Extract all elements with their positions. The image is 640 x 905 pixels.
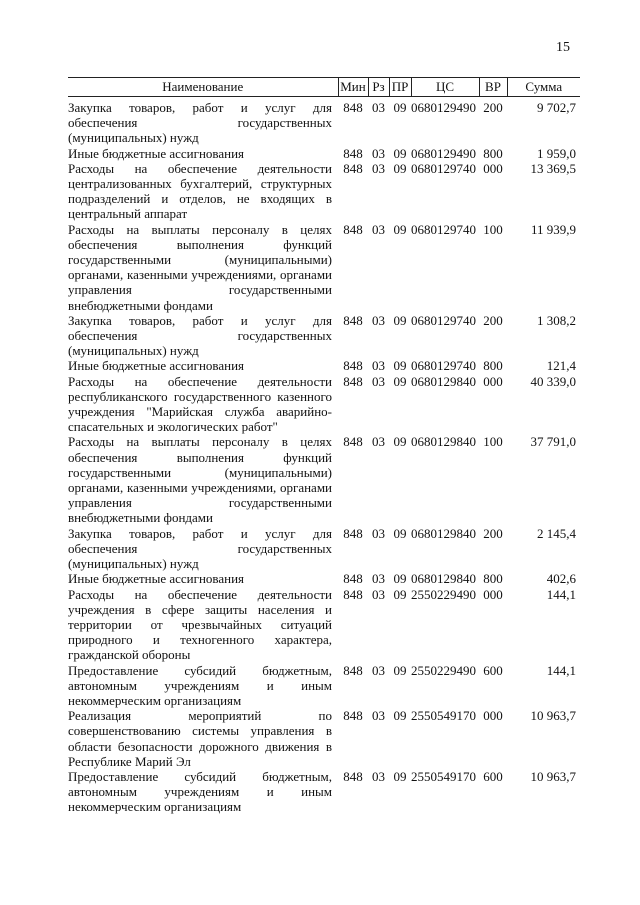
cell-vr: 600	[483, 662, 503, 678]
cell-pr: 09	[393, 525, 407, 541]
cell-sum: 1 959,0	[537, 145, 576, 161]
cell-cs: 2550229490	[411, 662, 476, 678]
header-sum: Сумма	[507, 78, 580, 97]
cell-min: 848	[343, 145, 363, 161]
cell-rz: 03	[372, 708, 385, 724]
cell-min: 848	[343, 221, 363, 237]
cell-name: Предоставление субсидий бюджетным, автономным учреждениям и иным некоммерческим организациям	[68, 662, 332, 708]
header-rz: Рз	[368, 78, 389, 97]
cell-min: 848	[343, 373, 363, 389]
cell-cs: 0680129840	[411, 571, 476, 587]
cell-sum: 144,1	[546, 586, 576, 602]
cell-vr: 000	[483, 160, 503, 176]
cell-rz: 03	[372, 312, 385, 328]
cell-min: 848	[343, 100, 363, 115]
table-row	[68, 434, 580, 525]
cell-name: Иные бюджетные ассигнования	[68, 571, 245, 587]
cell-pr: 09	[393, 571, 407, 587]
cell-vr: 200	[483, 100, 503, 115]
budget-table	[68, 77, 580, 815]
cell-rz: 03	[372, 586, 385, 602]
cell-rz: 03	[372, 145, 385, 161]
cell-cs: 2550229490	[411, 586, 476, 602]
cell-rz: 03	[372, 221, 385, 237]
cell-sum: 9 702,7	[537, 100, 576, 115]
header-vr: ВР	[479, 78, 507, 97]
cell-vr: 000	[483, 586, 503, 602]
cell-rz: 03	[372, 662, 385, 678]
cell-name: Иные бюджетные ассигнования	[68, 358, 245, 374]
table-row	[68, 526, 580, 572]
cell-name: Расходы на обеспечение деятельности учреждения в сфере защиты населения и территории от чрезвычайных ситуаций природного и техногенного характера, гражданской обороны	[68, 586, 332, 663]
cell-rz: 03	[372, 434, 385, 450]
cell-cs: 0680129840	[411, 373, 476, 389]
cell-cs: 0680129740	[411, 221, 476, 237]
cell-min: 848	[343, 434, 363, 450]
cell-rz: 03	[372, 100, 385, 115]
table-row	[68, 769, 580, 815]
cell-name: Расходы на выплаты персоналу в целях обеспечения выполнения функций государственными (муниципальными) органами, казенными учреждениями, органами управления государственными внебюджетными фондами	[68, 221, 332, 313]
cell-pr: 09	[393, 358, 407, 374]
cell-pr: 09	[393, 708, 407, 724]
cell-vr: 100	[483, 434, 503, 450]
cell-name: Реализация мероприятий по совершенствованию системы управления в области безопасности дорожного движения в Республике Марий Эл	[68, 708, 332, 769]
cell-pr: 09	[393, 100, 407, 115]
cell-min: 848	[343, 525, 363, 541]
table-row	[68, 587, 580, 663]
cell-rz: 03	[372, 571, 385, 587]
cell-pr: 09	[393, 768, 407, 784]
cell-pr: 09	[393, 312, 407, 328]
cell-min: 848	[343, 708, 363, 724]
table-row	[68, 146, 580, 161]
cell-rz: 03	[372, 768, 385, 784]
cell-pr: 09	[393, 586, 407, 602]
cell-name: Иные бюджетные ассигнования	[68, 145, 245, 161]
table-row	[68, 97, 580, 146]
cell-cs: 2550549170	[411, 768, 476, 784]
table-header-row	[68, 78, 580, 97]
table-row	[68, 708, 580, 769]
cell-min: 848	[343, 160, 363, 176]
cell-cs: 2550549170	[411, 708, 476, 724]
cell-sum: 1 308,2	[537, 312, 576, 328]
table-row	[68, 161, 580, 222]
header-name: Наименование	[68, 78, 338, 97]
cell-sum: 37 791,0	[530, 434, 576, 450]
cell-min: 848	[343, 586, 363, 602]
cell-pr: 09	[393, 221, 407, 237]
table-row	[68, 358, 580, 373]
cell-min: 848	[343, 768, 363, 784]
cell-pr: 09	[393, 373, 407, 389]
cell-min: 848	[343, 662, 363, 678]
cell-min: 848	[343, 312, 363, 328]
cell-name: Расходы на обеспечение деятельности централизованных бухгалтерий, структурных подразделений и отделов, не входящих в центральный аппарат	[68, 160, 332, 222]
cell-vr: 800	[483, 571, 503, 587]
cell-sum: 13 369,5	[530, 160, 576, 176]
cell-cs: 0680129490	[411, 100, 476, 115]
cell-sum: 40 339,0	[530, 373, 576, 389]
cell-cs: 0680129740	[411, 358, 476, 374]
cell-pr: 09	[393, 434, 407, 450]
cell-pr: 09	[393, 662, 407, 678]
cell-sum: 402,6	[546, 571, 576, 587]
cell-sum: 11 939,9	[530, 221, 576, 237]
cell-cs: 0680129740	[411, 160, 476, 176]
cell-rz: 03	[372, 373, 385, 389]
cell-sum: 10 963,7	[530, 768, 576, 784]
budget-table-container	[68, 77, 580, 815]
cell-pr: 09	[393, 145, 407, 161]
cell-name: Закупка товаров, работ и услуг для обеспечения государственных (муниципальных) нужд	[68, 525, 332, 572]
cell-vr: 000	[483, 373, 503, 389]
cell-sum: 121,4	[546, 358, 576, 374]
cell-name: Расходы на обеспечение деятельности республиканского государственного казенного учреждения "Марийская служба аварийно-спасательных и экологических работ"	[68, 373, 332, 435]
table-row	[68, 663, 580, 709]
cell-cs: 0680129840	[411, 525, 476, 541]
cell-name: Закупка товаров, работ и услуг для обеспечения государственных (муниципальных) нужд	[68, 312, 332, 359]
cell-vr: 800	[483, 145, 503, 161]
cell-cs: 0680129840	[411, 434, 476, 450]
cell-sum: 144,1	[546, 662, 576, 678]
header-min: Мин	[338, 78, 368, 97]
cell-rz: 03	[372, 358, 385, 374]
cell-name: Предоставление субсидий бюджетным, автономным учреждениям и иным некоммерческим организациям	[68, 768, 332, 815]
cell-cs: 0680129490	[411, 145, 476, 161]
table-row	[68, 374, 580, 435]
table-row	[68, 222, 580, 313]
table-row	[68, 571, 580, 586]
cell-vr: 200	[483, 525, 503, 541]
cell-name: Расходы на выплаты персоналу в целях обеспечения выполнения функций государственными (муниципальными) органами, казенными учреждениями, органами управления государственными внебюджетными фондами	[68, 434, 332, 526]
cell-vr: 100	[483, 221, 503, 237]
cell-name: Закупка товаров, работ и услуг для обеспечения государственных (муниципальных) нужд	[68, 100, 332, 146]
header-cs: ЦС	[411, 78, 479, 97]
cell-min: 848	[343, 571, 363, 587]
cell-vr: 600	[483, 768, 503, 784]
header-pr: ПР	[389, 78, 411, 97]
page-number: 15	[556, 40, 570, 55]
table-row	[68, 313, 580, 359]
cell-cs: 0680129740	[411, 312, 476, 328]
cell-pr: 09	[393, 160, 407, 176]
cell-vr: 000	[483, 708, 503, 724]
cell-min: 848	[343, 358, 363, 374]
cell-rz: 03	[372, 525, 385, 541]
cell-rz: 03	[372, 160, 385, 176]
cell-vr: 800	[483, 358, 503, 374]
cell-sum: 2 145,4	[537, 525, 576, 541]
cell-sum: 10 963,7	[530, 708, 576, 724]
cell-vr: 200	[483, 312, 503, 328]
